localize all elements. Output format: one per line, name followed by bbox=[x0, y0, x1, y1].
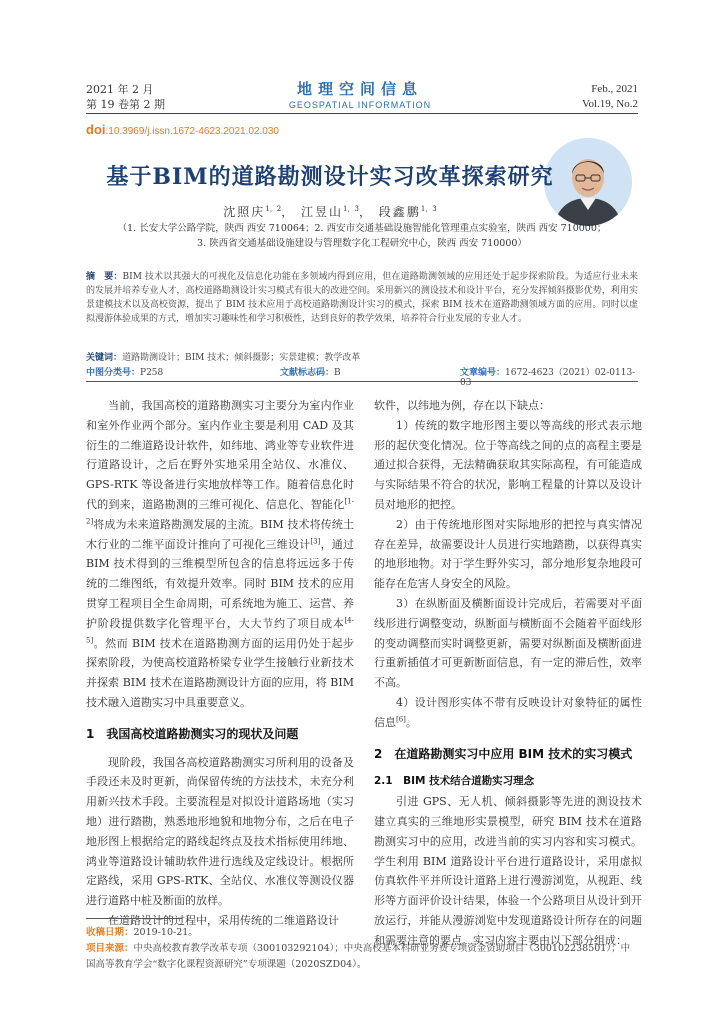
doi-value: :10.3969/j.issn.1672-4623.2021.02.030 bbox=[105, 126, 279, 137]
issue-volume-en: Vol.19, No.2 bbox=[581, 98, 638, 110]
article-number bbox=[460, 365, 638, 388]
abstract-label: 摘 要： bbox=[86, 272, 123, 282]
classification-line bbox=[86, 365, 638, 388]
section-heading: 1 我国高校道路勘测实习的现状及问题 bbox=[86, 726, 299, 741]
project-value: 中央高校教育教学改革专项（300103292104）；中央高校基本科研业务费专项资金资助项目（300102238501）；中国高等教育学会“数字化课程资源研究”专项课题（2020SZD04）。 bbox=[86, 943, 631, 970]
author-name: 沈照庆 bbox=[223, 205, 266, 219]
body-paragraph bbox=[86, 396, 354, 713]
section-heading: 2 在道路勘测实习中应用 BIM 技术的实习模式 bbox=[374, 746, 633, 761]
document-code bbox=[280, 365, 341, 378]
issue-date-en-block bbox=[582, 82, 638, 112]
issue-date-cn: 2021 年 2 月 bbox=[86, 83, 154, 96]
text-run: 4）设计图形实体不带有反映设计对象特征的属性信息 bbox=[374, 695, 642, 729]
author-name: 段鑫鹏 bbox=[378, 205, 421, 219]
received-label: 收稿日期： bbox=[86, 927, 134, 938]
issue-date-cn-block bbox=[86, 82, 165, 112]
doc-value: B bbox=[334, 368, 341, 378]
body-paragraph: 引进 GPS、无人机、倾斜摄影等先进的测设技术建立真实的三维地形实景模型，研究 BIM 技术在道路勘测实习中的应用，改进当前的实习内容和实习模式。学生利用 BIM 道路设计平台进行道路设计，采用虚拟仿真软件平并所设计道路上进行漫游浏览，从视距、线形等方面评价设计结果，体验一个公路项目从设计到开放运行，并能从漫游浏览中发现道路设计所存在的问题和需要注意的要点。实习内容主要由以下部分组成： bbox=[374, 795, 642, 947]
affiliation-line: （1. 长安大学公路学院，陕西 西安 710064；2. 西安市交通基础设施智能化管理重点实验室，陕西 西安 710000； bbox=[117, 223, 607, 234]
author-name: 江昱山 bbox=[301, 205, 344, 219]
body-column-left bbox=[86, 396, 354, 931]
subsection-heading: 2.1 BIM 技术结合道勘实习理念 bbox=[374, 775, 535, 788]
author-list: 沈照庆$^{1,2}$， 江昱山$^{1,3}$， 段鑫鹏$^{1,3}$ bbox=[223, 205, 437, 219]
clc-label: 中图分类号： bbox=[86, 368, 141, 378]
body-paragraph: 在道路设计的过程中，采用传统的二维道路设计 bbox=[108, 913, 339, 927]
body-column-right bbox=[374, 396, 642, 951]
abstract-divider bbox=[86, 381, 638, 382]
body-paragraph-continued: 软件，以纬地为例，存在以下缺点： bbox=[374, 399, 550, 412]
journal-name-cn: 地理空间信息 bbox=[296, 80, 423, 98]
body-paragraph: 2）由于传统地形图对实际地形的把控与真实情况存在差异，故需要设计人员进行实地踏勘，以获得真实的地形地物。对于学生野外实习，部分地形复杂地段可能存在危害人身安全的风险。 bbox=[374, 517, 642, 591]
received-date bbox=[86, 925, 638, 941]
citation: [1-2] bbox=[86, 497, 354, 526]
funding-info bbox=[86, 941, 638, 973]
footnotes bbox=[86, 925, 638, 973]
doi-label: doi bbox=[86, 122, 106, 137]
body-paragraph: 现阶段，我国各高校道路勘测实习所利用的设备及手段还未及时更新，尚保留传统的方法技术，未充分利用新兴技术手段。主要流程是对拟设计道路场地（实习地）进行踏勘，熟悉地形地貌和地物分布，之后在电子地形图上根据给定的路线起终点及技术指标使用纬地、鸿业等道路设计辅助软件进行选线及定线设计。根据所定路线，采用 GPS-RTK、全站仪、水准仪等测设仪器进行道路中桩及断面的放样。 bbox=[86, 755, 354, 908]
clc-number bbox=[86, 365, 163, 378]
text-run: 当前，我国高校的道路勘测实习主要分为室内作业和室外作业两个部分。室内作业主要是利用 CAD 及其衍生的二维道路设计软件，如纬地、鸿业等专业软件进行道路设计，之后在野外实地采用全站仪、水准仪、GPS-RTK 等设备进行实地放样等工作。随着信息化时代的到来，道路勘测的三维可视化、信息化、智能化 bbox=[86, 399, 354, 511]
body-paragraph: 3）在纵断面及横断面设计完成后，若需要对平面线形进行调整变动，纵断面与横断面不会随着平面线形的变动调整而实时调整更新，需要对纵断面及横断面进行重新插值才可更新断面信息，有一定的滞后性，效率不高。 bbox=[374, 596, 642, 690]
text-run: 将成为未来道路勘测发展的主流。BIM 技术将传统土木行业的二维平面设计推向了可视化三维设计 bbox=[86, 517, 354, 551]
footnote-divider bbox=[86, 918, 182, 919]
author-affiliation-mark: 1，3 bbox=[420, 205, 437, 213]
article-title: 基于BIM的道路勘测设计实习改革探索研究 bbox=[106, 164, 554, 190]
issue-date-en: Feb., 2021 bbox=[591, 83, 638, 95]
author-affiliation-mark: 1，2 bbox=[265, 205, 282, 213]
citation: [3] bbox=[310, 536, 321, 545]
text-run: 。 bbox=[405, 715, 417, 729]
abstract-text: BIM 技术以其强大的可视化及信息化功能在多领域内得到应用，但在道路勘测领域的应用还处于起步探索阶段。为适应行业未来的发展并培养专业人才，高校道路勘测设计实习模式有很大的改进空间。采用新兴的测设技术和设计平台，充分发挥倾斜摄影优势，利用实景建模技术以及高校资源，提出了 BIM 技术应用于高校道路勘测设计实习的模式，探索 BIM 技术在道路勘测领域方面的应用。同时以虚拟漫游体验成果的方式，增加实习趣味性和学习积极性，达到良好的教学效果，培养符合行业发展的专业人才。 bbox=[86, 272, 638, 324]
citation: [4-5] bbox=[86, 616, 354, 644]
journal-masthead bbox=[260, 78, 460, 110]
doi-line bbox=[86, 122, 279, 137]
text-run: ，通过 BIM 技术得到的三维模型所包含的信息将远远多于传统的二维图纸，有效提升效率。同时 BIM 技术的应用贯穿工程项目全生命周期，可系统地为施工、运营、养护阶段提供数字化管理平台，大大节约了项目成本 bbox=[86, 537, 355, 630]
citation: [6] bbox=[396, 715, 406, 724]
text-run: 。然而 BIM 技术在道路勘测方面的运用仍处于起步探索阶段，为使高校道路桥梁专业学生接触行业新技术并探索 BIM 技术在道路勘测设计方面的应用，将 BIM 技术融入道勘实习中具重要意义。 bbox=[86, 636, 354, 709]
received-value: 2019-10-21。 bbox=[133, 927, 198, 938]
issue-volume-cn: 第 19 卷第 2 期 bbox=[86, 98, 165, 111]
doc-label: 文献标志码： bbox=[280, 368, 335, 378]
abstract bbox=[86, 270, 638, 326]
affiliation-line: 3. 陕西省交通基础设施建设与管理数字化工程研究中心，陕西 西安 710000） bbox=[197, 238, 527, 249]
project-label: 项目来源： bbox=[86, 943, 134, 954]
article-label: 文章编号： bbox=[460, 368, 506, 378]
keywords bbox=[86, 350, 638, 363]
clc-value: P258 bbox=[140, 368, 164, 378]
keywords-text: 道路勘测设计；BIM 技术；倾斜摄影；实景建模；教学改革 bbox=[122, 353, 361, 363]
article-value: 1672-4623（2021）02-0113-03 bbox=[460, 368, 636, 388]
author-affiliation-mark: 1，3 bbox=[343, 205, 359, 213]
body-paragraph: 1）传统的数字地形图主要以等高线的形式表示地形的起伏变化情况。位于等高线之间的点的高程主要是通过拟合获得，无法精确获取其实际高程，有可能造成与实际结果不符合的状况，影响工程量的计算以及设计员对地形的把控。 bbox=[374, 418, 642, 511]
body-paragraph bbox=[374, 693, 642, 733]
journal-name-en: GEOSPATIAL INFORMATION bbox=[288, 100, 432, 110]
header-divider bbox=[86, 113, 638, 114]
keywords-label: 关键词： bbox=[86, 353, 123, 363]
